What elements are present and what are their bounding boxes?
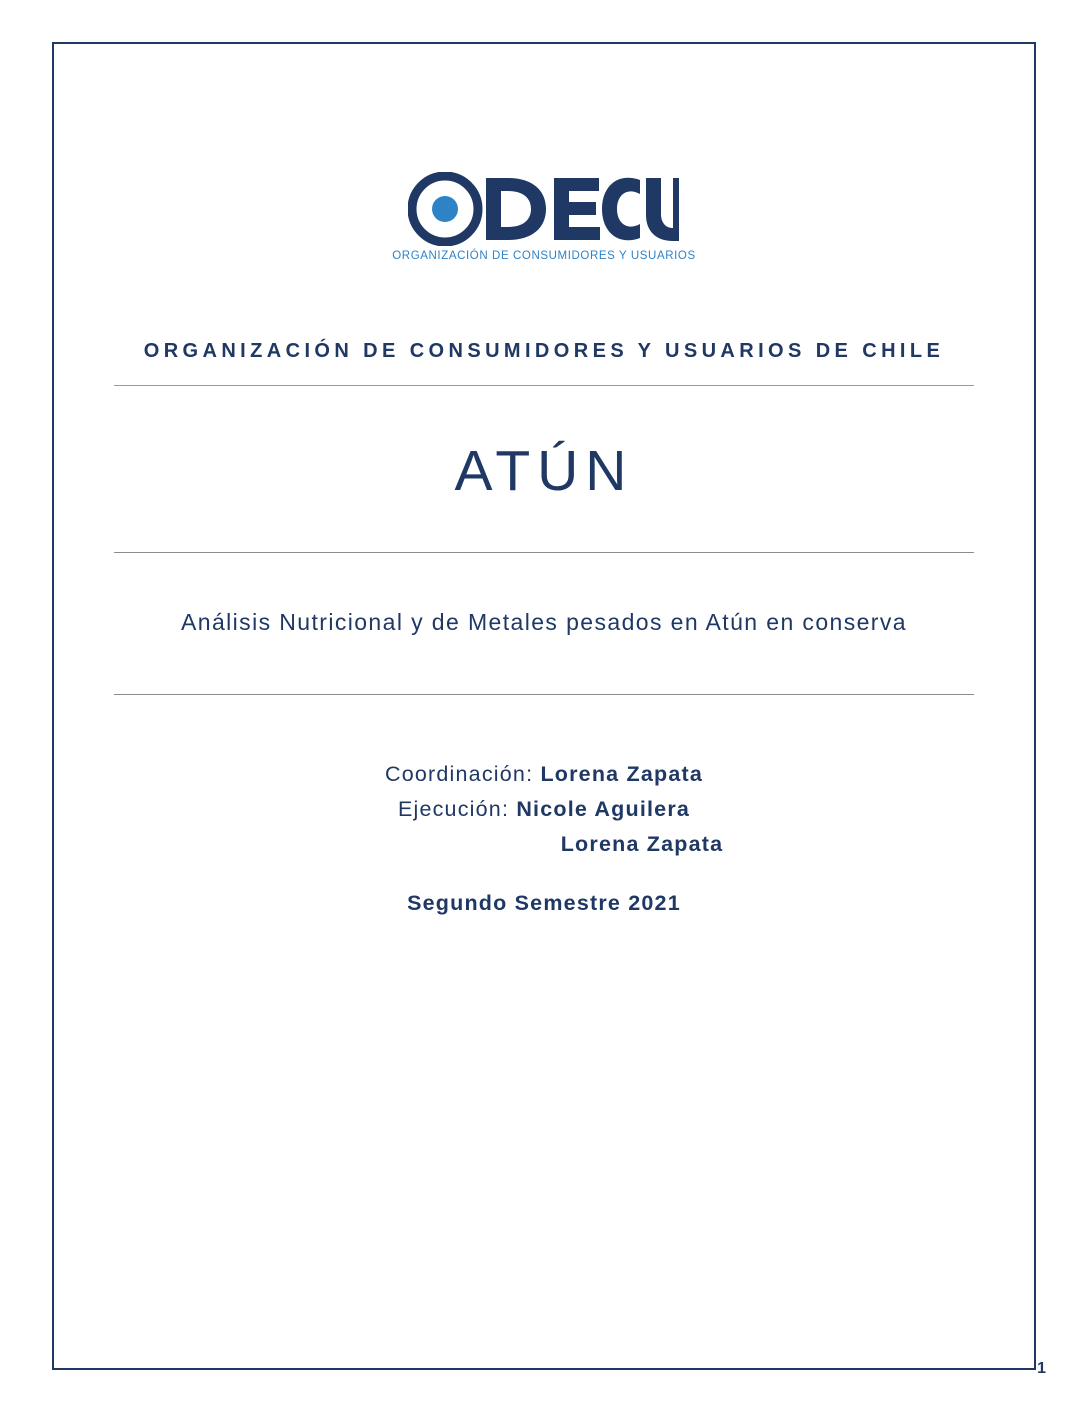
credit-execution-second [114,827,974,862]
page-subtitle: Análisis Nutricional y de Metales pesados en Atún en conserva [181,609,907,635]
credit-coordination [114,757,974,792]
credit-coordination-label: Coordinación: [384,762,534,786]
credit-execution-value: Nicole Aguilera [516,796,691,821]
divider-top [114,385,974,386]
credit-execution-label: Ejecución: [397,796,510,821]
credit-execution [114,792,974,827]
page-number: 1 [1037,1360,1046,1377]
divider-middle [114,552,974,553]
organization-line: ORGANIZACIÓN DE CONSUMIDORES Y USUARIOS DE CHILE [143,340,945,362]
cover-content [52,42,1036,1370]
credit-execution-value-2: Lorena Zapata [560,831,724,856]
credit-coordination-value: Lorena Zapata [540,762,703,786]
term-label: Segundo Semestre 2021 [407,891,681,916]
odecu-logo-tagline: ORGANIZACIÓN DE CONSUMIDORES Y USUARIOS [392,250,696,262]
odecu-logo [114,172,974,262]
page-title: ATÚN [454,439,634,503]
divider-bottom [114,694,974,695]
credits-block [114,757,974,861]
odecu-wordmark-icon [408,172,680,246]
